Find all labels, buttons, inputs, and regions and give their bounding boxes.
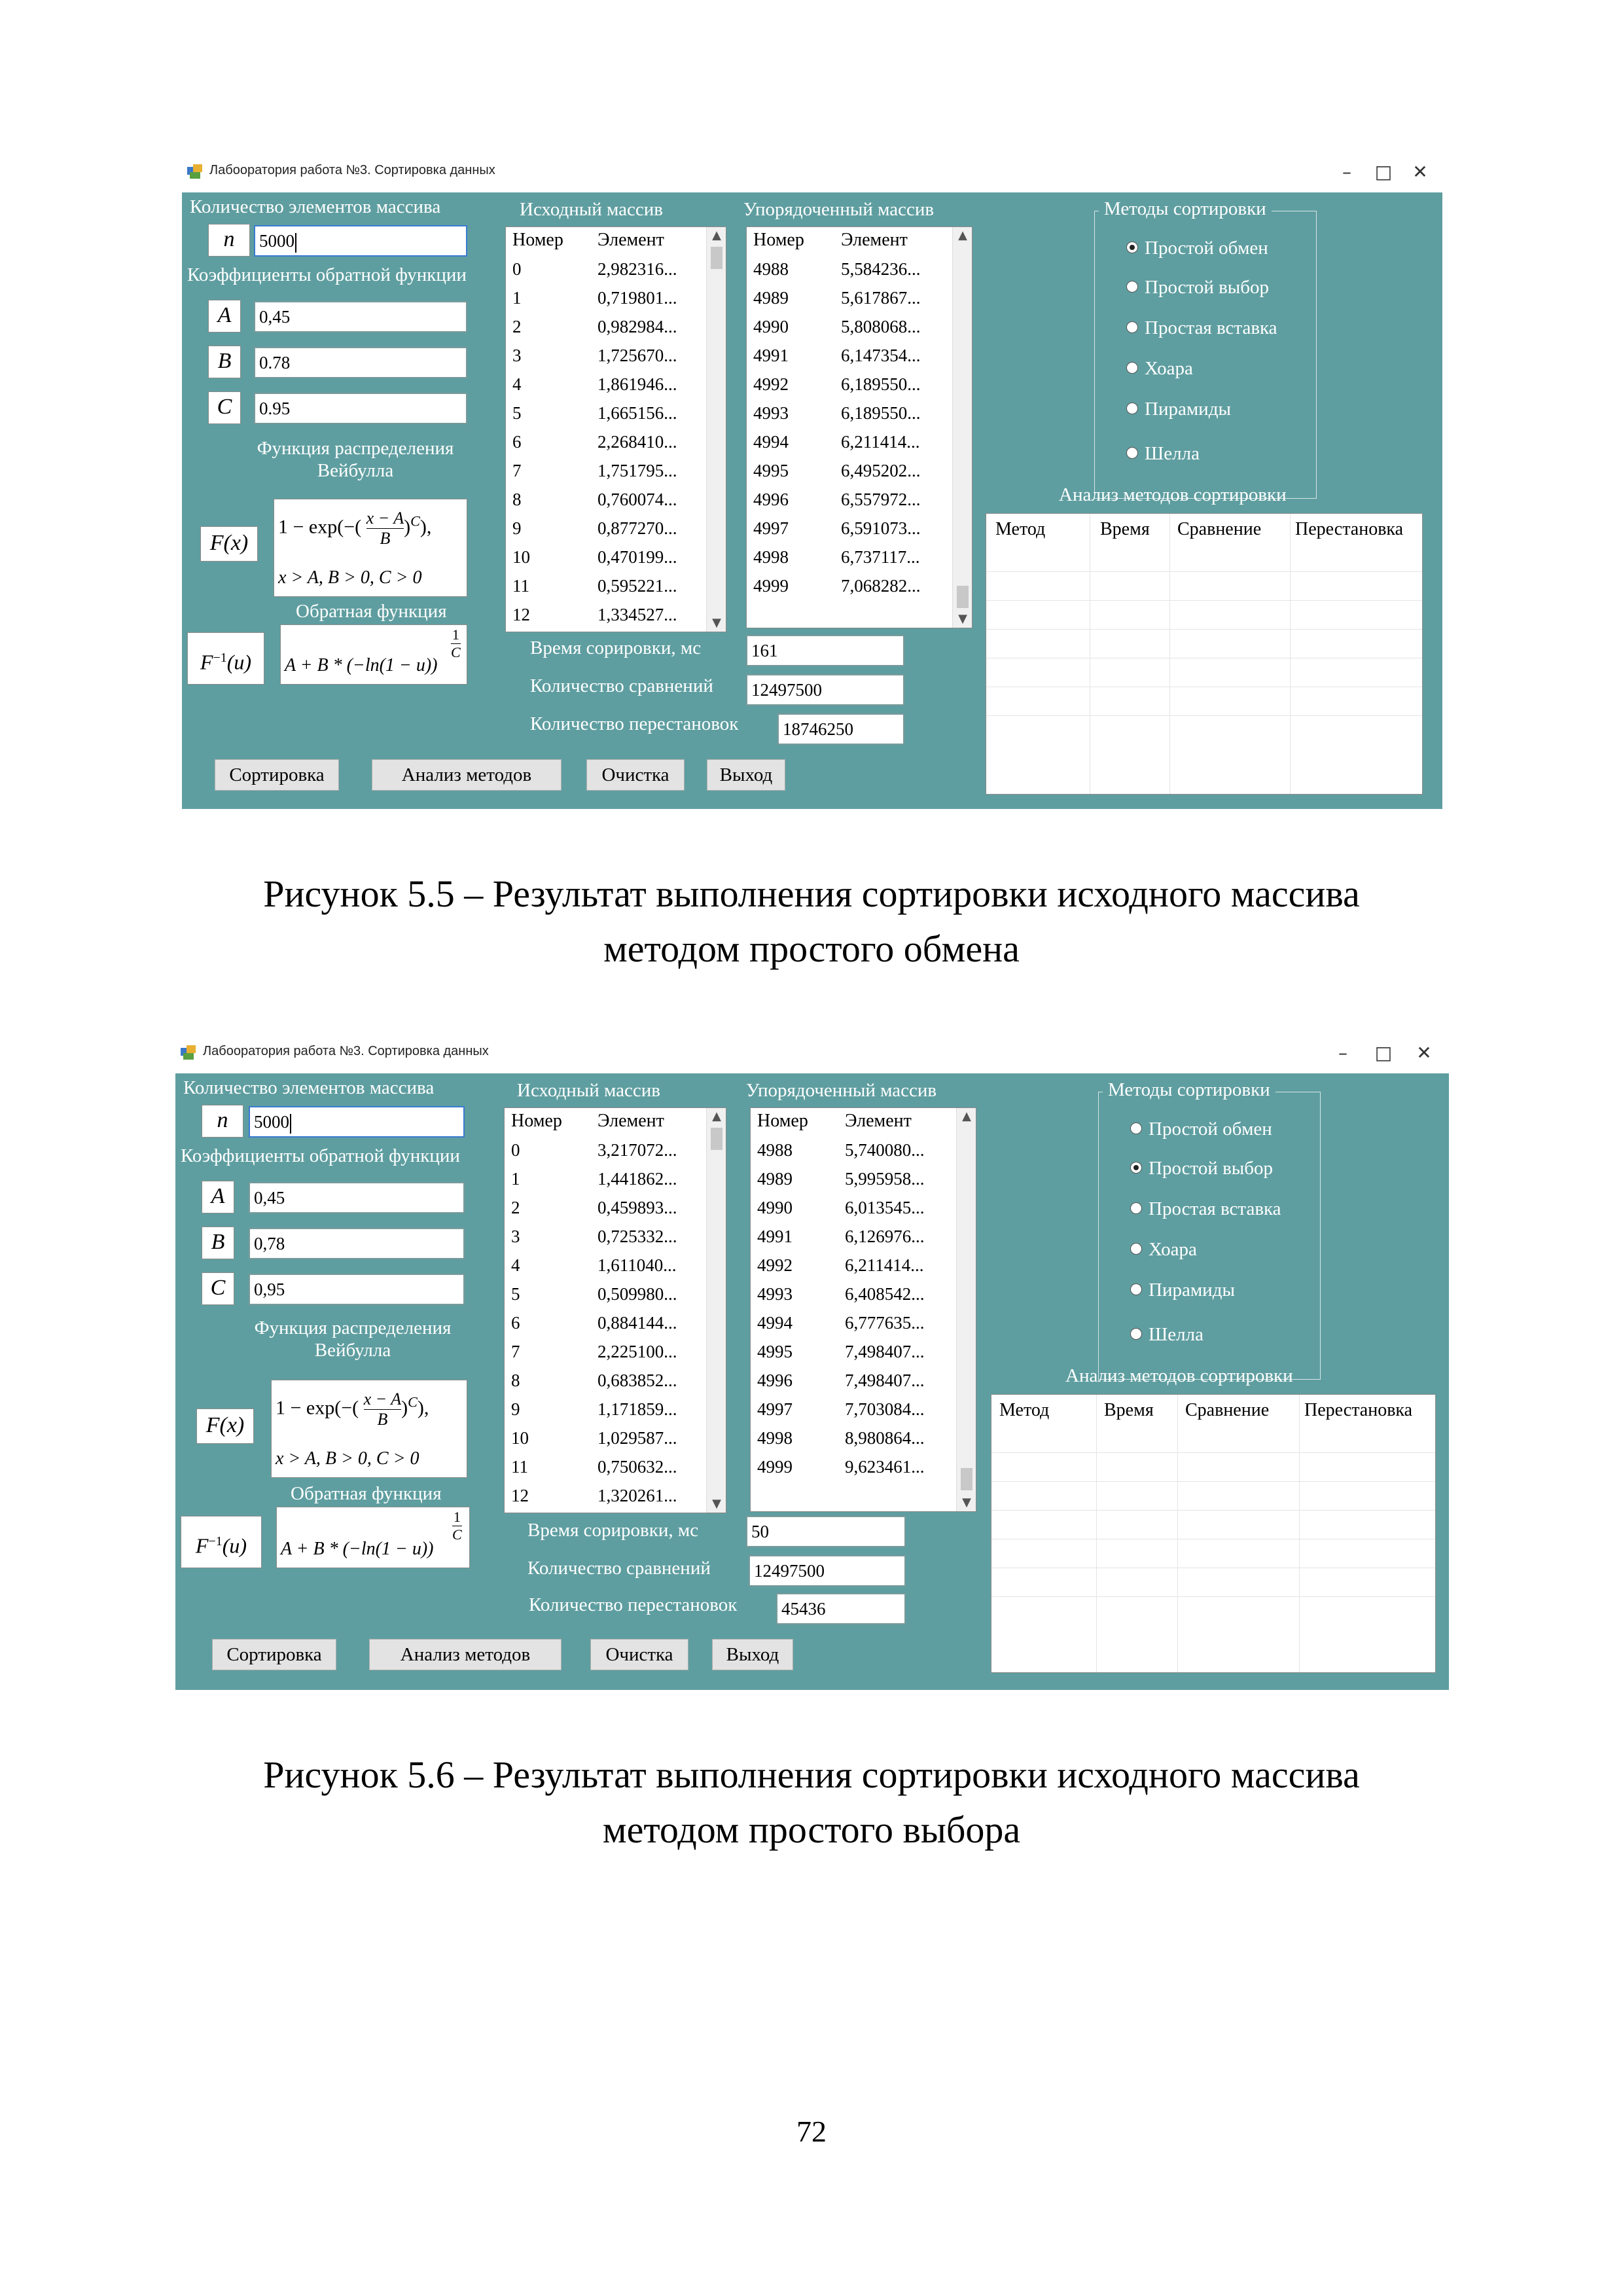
radio-insertion-sort[interactable]: Простая вставка [1126, 317, 1277, 339]
list-header [505, 1108, 707, 1137]
sort-methods-caption: Методы сортировки [1099, 198, 1272, 220]
column-header: Номер [512, 230, 563, 250]
analysis-label: Анализ методов сортировки [1065, 1365, 1293, 1386]
b-label: B [202, 1227, 234, 1259]
radio-dot-icon [1126, 281, 1138, 293]
radio-dot-icon [1130, 1162, 1142, 1174]
radio-dot-icon [1130, 1328, 1142, 1340]
analysis-grid[interactable] [991, 1394, 1436, 1673]
fx-formula [274, 499, 467, 597]
figure-caption-1 [0, 867, 1623, 977]
column-header: Номер [757, 1111, 808, 1131]
vertical-scrollbar[interactable] [952, 227, 972, 628]
grid-header-swaps: Перестановка [1304, 1400, 1413, 1420]
client-area [175, 1073, 1449, 1690]
radio-heap-sort[interactable]: Пирамиды [1126, 399, 1231, 420]
finv-exp-numerator: 1 [453, 1509, 461, 1525]
time-output[interactable]: 50 [746, 1516, 906, 1547]
finv-main: F [200, 650, 213, 674]
radio-dot-icon [1126, 321, 1138, 333]
grid-header-swaps: Перестановка [1295, 519, 1404, 539]
radio-dot-icon [1130, 1243, 1142, 1255]
vertical-scrollbar[interactable] [706, 227, 726, 632]
radio-insertion-sort[interactable]: Простая вставка [1130, 1198, 1281, 1220]
minimize-button[interactable]: – [1338, 1042, 1347, 1064]
app-icon [187, 164, 203, 180]
fx-numerator: x − A [363, 1390, 402, 1408]
list-header [751, 1108, 957, 1137]
finv-main: F [195, 1534, 209, 1558]
grid-header-method: Метод [995, 519, 1046, 539]
finv-arg: (u) [222, 1534, 247, 1558]
radio-dot-icon [1130, 1202, 1142, 1214]
figure-caption-2 [0, 1748, 1623, 1857]
radio-shell-sort[interactable]: Шелла [1126, 443, 1200, 465]
list-header [506, 227, 707, 256]
page-number: 72 [796, 2115, 827, 2148]
column-header: Элемент [841, 230, 908, 250]
caption-line: Рисунок 5.5 – Результат выполнения сортировки исходного массива [263, 872, 1360, 915]
radio-bubble-sort[interactable]: Простой обмен [1130, 1119, 1272, 1140]
scroll-down-icon[interactable]: ▼ [712, 1497, 721, 1511]
source-array-list[interactable]: Номер Элемент 0 3,217072... 1 1,441862... 2 0,459893... 3 0,725332... 4 1,611040... 5 0,509980... 6 0,884144... 7 2,225100... 8 0,683852... 9 1,171859... 10 1,029587... 11 0,750632... 12 1,320261... ▲ ▼ [504, 1107, 726, 1513]
title-bar[interactable] [182, 153, 1442, 192]
caption-line: Рисунок 5.6 – Результат выполнения сортировки исходного массива [263, 1753, 1360, 1796]
b-input[interactable]: 0.78 [254, 347, 467, 378]
fx-condition: x > A, B > 0, C > 0 [276, 1448, 419, 1469]
c-label: C [202, 1272, 234, 1305]
fx-end: ), [417, 1397, 429, 1419]
swaps-label: Количество перестановок [529, 1594, 738, 1615]
scroll-thumb[interactable] [961, 1468, 972, 1490]
column-header: Элемент [597, 230, 664, 250]
n-input[interactable] [249, 1106, 465, 1138]
analysis-grid[interactable] [986, 513, 1423, 795]
fx-lead: 1 − exp(−( [278, 516, 362, 538]
radio-dot-icon [1130, 1283, 1142, 1295]
radio-heap-sort[interactable]: Пирамиды [1130, 1280, 1235, 1301]
exit-button[interactable]: Выход [712, 1639, 793, 1670]
finv-arg: (u) [226, 650, 252, 674]
coefficients-label: Коэффициенты обратной функции [187, 264, 467, 285]
source-array-list[interactable]: Номер Элемент 0 2,982316... 1 0,719801... 2 0,982984... 3 1,725670... 4 1,861946... 5 1,665156... 6 2,268410... 7 1,751795... 8 0,760074... 9 0,877270... 10 0,470199... 11 0,595221... 12 1,334527... ▲ ▼ [505, 226, 726, 632]
weibull-label [234, 437, 476, 482]
radio-bubble-sort[interactable]: Простой обмен [1126, 238, 1268, 259]
radio-shell-sort[interactable]: Шелла [1130, 1324, 1204, 1346]
analysis-label: Анализ методов сортировки [1059, 484, 1287, 505]
c-label: C [208, 391, 241, 424]
finv-body: A + B * (−ln(1 − u)) [281, 1539, 434, 1559]
scroll-down-icon[interactable]: ▼ [962, 1496, 971, 1509]
analyze-button[interactable]: Анализ методов [369, 1639, 562, 1670]
sort-methods-group [1098, 1079, 1321, 1380]
comparisons-label: Количество сравнений [527, 1558, 711, 1579]
sorted-array-label: Упорядоченный массив [743, 199, 935, 220]
weibull-label [232, 1317, 474, 1361]
a-label: A [202, 1181, 234, 1213]
title-bar[interactable] [175, 1034, 1449, 1073]
time-label: Время сорировки, мс [530, 637, 702, 658]
column-header: Элемент [597, 1111, 664, 1131]
fx-end: ), [419, 516, 432, 538]
column-header: Номер [511, 1111, 562, 1131]
column-header: Элемент [845, 1111, 912, 1131]
swaps-output[interactable]: 45436 [776, 1593, 906, 1624]
grid-header-time: Время [1100, 519, 1150, 539]
finv-formula [280, 624, 467, 685]
sort-button[interactable]: Сортировка [212, 1639, 336, 1670]
n-label: n [202, 1105, 243, 1138]
window-title: Лабооратория работа №3. Сортировка данных [203, 1044, 489, 1058]
grid-header-comparisons: Сравнение [1185, 1400, 1270, 1420]
comparisons-output[interactable]: 12497500 [749, 1555, 906, 1587]
finv-exp-denominator: C [452, 1526, 462, 1543]
finv-body: A + B * (−ln(1 − u)) [285, 655, 438, 675]
close-button[interactable]: ✕ [1416, 1042, 1432, 1064]
client-area [182, 192, 1442, 809]
fx-exponent: C [410, 512, 420, 529]
fx-tail: ) [401, 1397, 408, 1419]
app-window-2 [175, 1034, 1449, 1690]
count-elements-label: Количество элементов массива [183, 1077, 435, 1098]
scroll-up-icon[interactable]: ▲ [712, 228, 721, 242]
inverse-label: Обратная функция [296, 601, 447, 622]
finv-label [181, 1516, 262, 1568]
c-input[interactable]: 0,95 [249, 1274, 465, 1305]
sort-button[interactable]: Сортировка [215, 759, 339, 791]
scroll-thumb[interactable] [711, 1128, 722, 1150]
grid-header-comparisons: Сравнение [1177, 519, 1262, 539]
radio-selection-sort[interactable]: Простой выбор [1130, 1158, 1273, 1179]
source-array-label: Исходный массив [517, 1080, 661, 1101]
sorted-array-list[interactable]: Номер Элемент 4988 5,584236... 4989 5,617867... 4990 5,808068... 4991 6,147354... 4992 6,189550... 4993 6,189550... 4994 6,211414... 4995 6,495202... 4996 6,557972... 4997 6,591073... 4998 6,737117... 4999 7,068282... ▲ ▼ [746, 226, 972, 628]
caption-line: методом простого выбора [602, 1808, 1021, 1851]
swaps-output[interactable]: 18746250 [777, 713, 904, 745]
sort-methods-caption: Методы сортировки [1103, 1079, 1275, 1101]
radio-dot-icon [1126, 447, 1138, 459]
time-label: Время сорировки, мс [527, 1520, 699, 1541]
b-label: B [208, 346, 241, 378]
list-header [747, 227, 954, 256]
fx-numerator: x − A [366, 509, 404, 528]
radio-dot-icon [1126, 242, 1138, 253]
scroll-up-icon[interactable]: ▲ [712, 1109, 721, 1123]
window-title: Лабооратория работа №3. Сортировка данных [209, 163, 495, 177]
fx-lead: 1 − exp(−( [276, 1397, 359, 1419]
coefficients-label: Коэффициенты обратной функции [181, 1145, 460, 1166]
fx-condition: x > A, B > 0, C > 0 [278, 567, 422, 588]
weibull-label-line1: Функция распределения [254, 1318, 452, 1338]
scroll-up-icon[interactable]: ▲ [962, 1109, 971, 1123]
radio-dot-icon [1126, 362, 1138, 374]
fx-label: F(x) [196, 1408, 254, 1444]
fx-tail: ) [404, 516, 411, 538]
scroll-down-icon[interactable]: ▼ [712, 616, 721, 630]
weibull-label-line2: Вейбулла [317, 460, 394, 481]
comparisons-output[interactable]: 12497500 [746, 674, 904, 706]
fx-exponent: C [408, 1393, 418, 1410]
weibull-label-line1: Функция распределения [257, 438, 454, 459]
text-caret [295, 233, 296, 253]
caption-line: методом простого обмена [603, 927, 1020, 970]
sorted-array-label: Упорядоченный массив [746, 1080, 937, 1101]
a-input[interactable]: 0,45 [249, 1182, 465, 1213]
n-value: 5000 [259, 231, 294, 251]
fx-denominator: B [380, 529, 391, 548]
radio-selection-sort[interactable]: Простой выбор [1126, 277, 1269, 298]
count-elements-label: Количество элементов массива [190, 196, 441, 217]
b-input[interactable]: 0,78 [249, 1228, 465, 1259]
clear-button[interactable]: Очистка [590, 1639, 688, 1670]
finv-exp-numerator: 1 [452, 626, 459, 643]
maximize-button[interactable]: □ [1374, 161, 1393, 183]
fx-formula [271, 1380, 467, 1478]
maximize-button[interactable]: □ [1374, 1042, 1393, 1064]
comparisons-label: Количество сравнений [530, 675, 713, 696]
fx-denominator: B [377, 1410, 388, 1429]
time-output[interactable]: 161 [746, 635, 904, 666]
radio-dot-icon [1130, 1122, 1142, 1134]
weibull-label-line2: Вейбулла [314, 1340, 391, 1361]
source-array-label: Исходный массив [520, 199, 664, 220]
inverse-label: Обратная функция [291, 1483, 442, 1504]
vertical-scrollbar[interactable] [956, 1108, 976, 1511]
app-window-1 [182, 153, 1442, 809]
sort-methods-group [1094, 198, 1317, 499]
finv-sup: −1 [213, 651, 227, 665]
scroll-down-icon[interactable]: ▼ [958, 612, 967, 626]
a-label: A [208, 300, 241, 332]
n-label: n [208, 224, 250, 257]
c-input[interactable]: 0.95 [254, 393, 467, 424]
minimize-button[interactable]: – [1342, 161, 1351, 183]
a-input[interactable]: 0,45 [254, 301, 467, 332]
scroll-thumb[interactable] [957, 586, 969, 608]
n-input[interactable] [254, 225, 467, 257]
fx-label: F(x) [200, 526, 258, 562]
exit-button[interactable]: Выход [707, 759, 785, 791]
finv-label [187, 632, 264, 685]
close-button[interactable]: ✕ [1412, 161, 1428, 183]
app-icon [181, 1045, 196, 1061]
analyze-button[interactable]: Анализ методов [372, 759, 562, 791]
radio-dot-icon [1126, 403, 1138, 414]
n-value: 5000 [254, 1112, 289, 1132]
scroll-up-icon[interactable]: ▲ [958, 228, 967, 242]
finv-sup: −1 [208, 1534, 223, 1549]
grid-header-method: Метод [999, 1400, 1050, 1420]
grid-header-time: Время [1104, 1400, 1154, 1420]
swaps-label: Количество перестановок [530, 713, 739, 734]
scroll-thumb[interactable] [711, 247, 722, 269]
text-caret [290, 1114, 291, 1134]
finv-formula [276, 1507, 470, 1568]
column-header: Номер [753, 230, 804, 250]
radio-quick-sort[interactable]: Хоара [1130, 1239, 1197, 1261]
sorted-array-list[interactable]: Номер Элемент 4988 5,740080... 4989 5,995958... 4990 6,013545... 4991 6,126976... 4992 6,211414... 4993 6,408542... 4994 6,777635... 4995 7,498407... 4996 7,498407... 4997 7,703084... 4998 8,980864... 4999 9,623461... ▲ ▼ [750, 1107, 976, 1512]
finv-exp-denominator: C [451, 644, 461, 660]
clear-button[interactable]: Очистка [586, 759, 685, 791]
vertical-scrollbar[interactable] [706, 1108, 726, 1513]
radio-quick-sort[interactable]: Хоара [1126, 358, 1193, 380]
